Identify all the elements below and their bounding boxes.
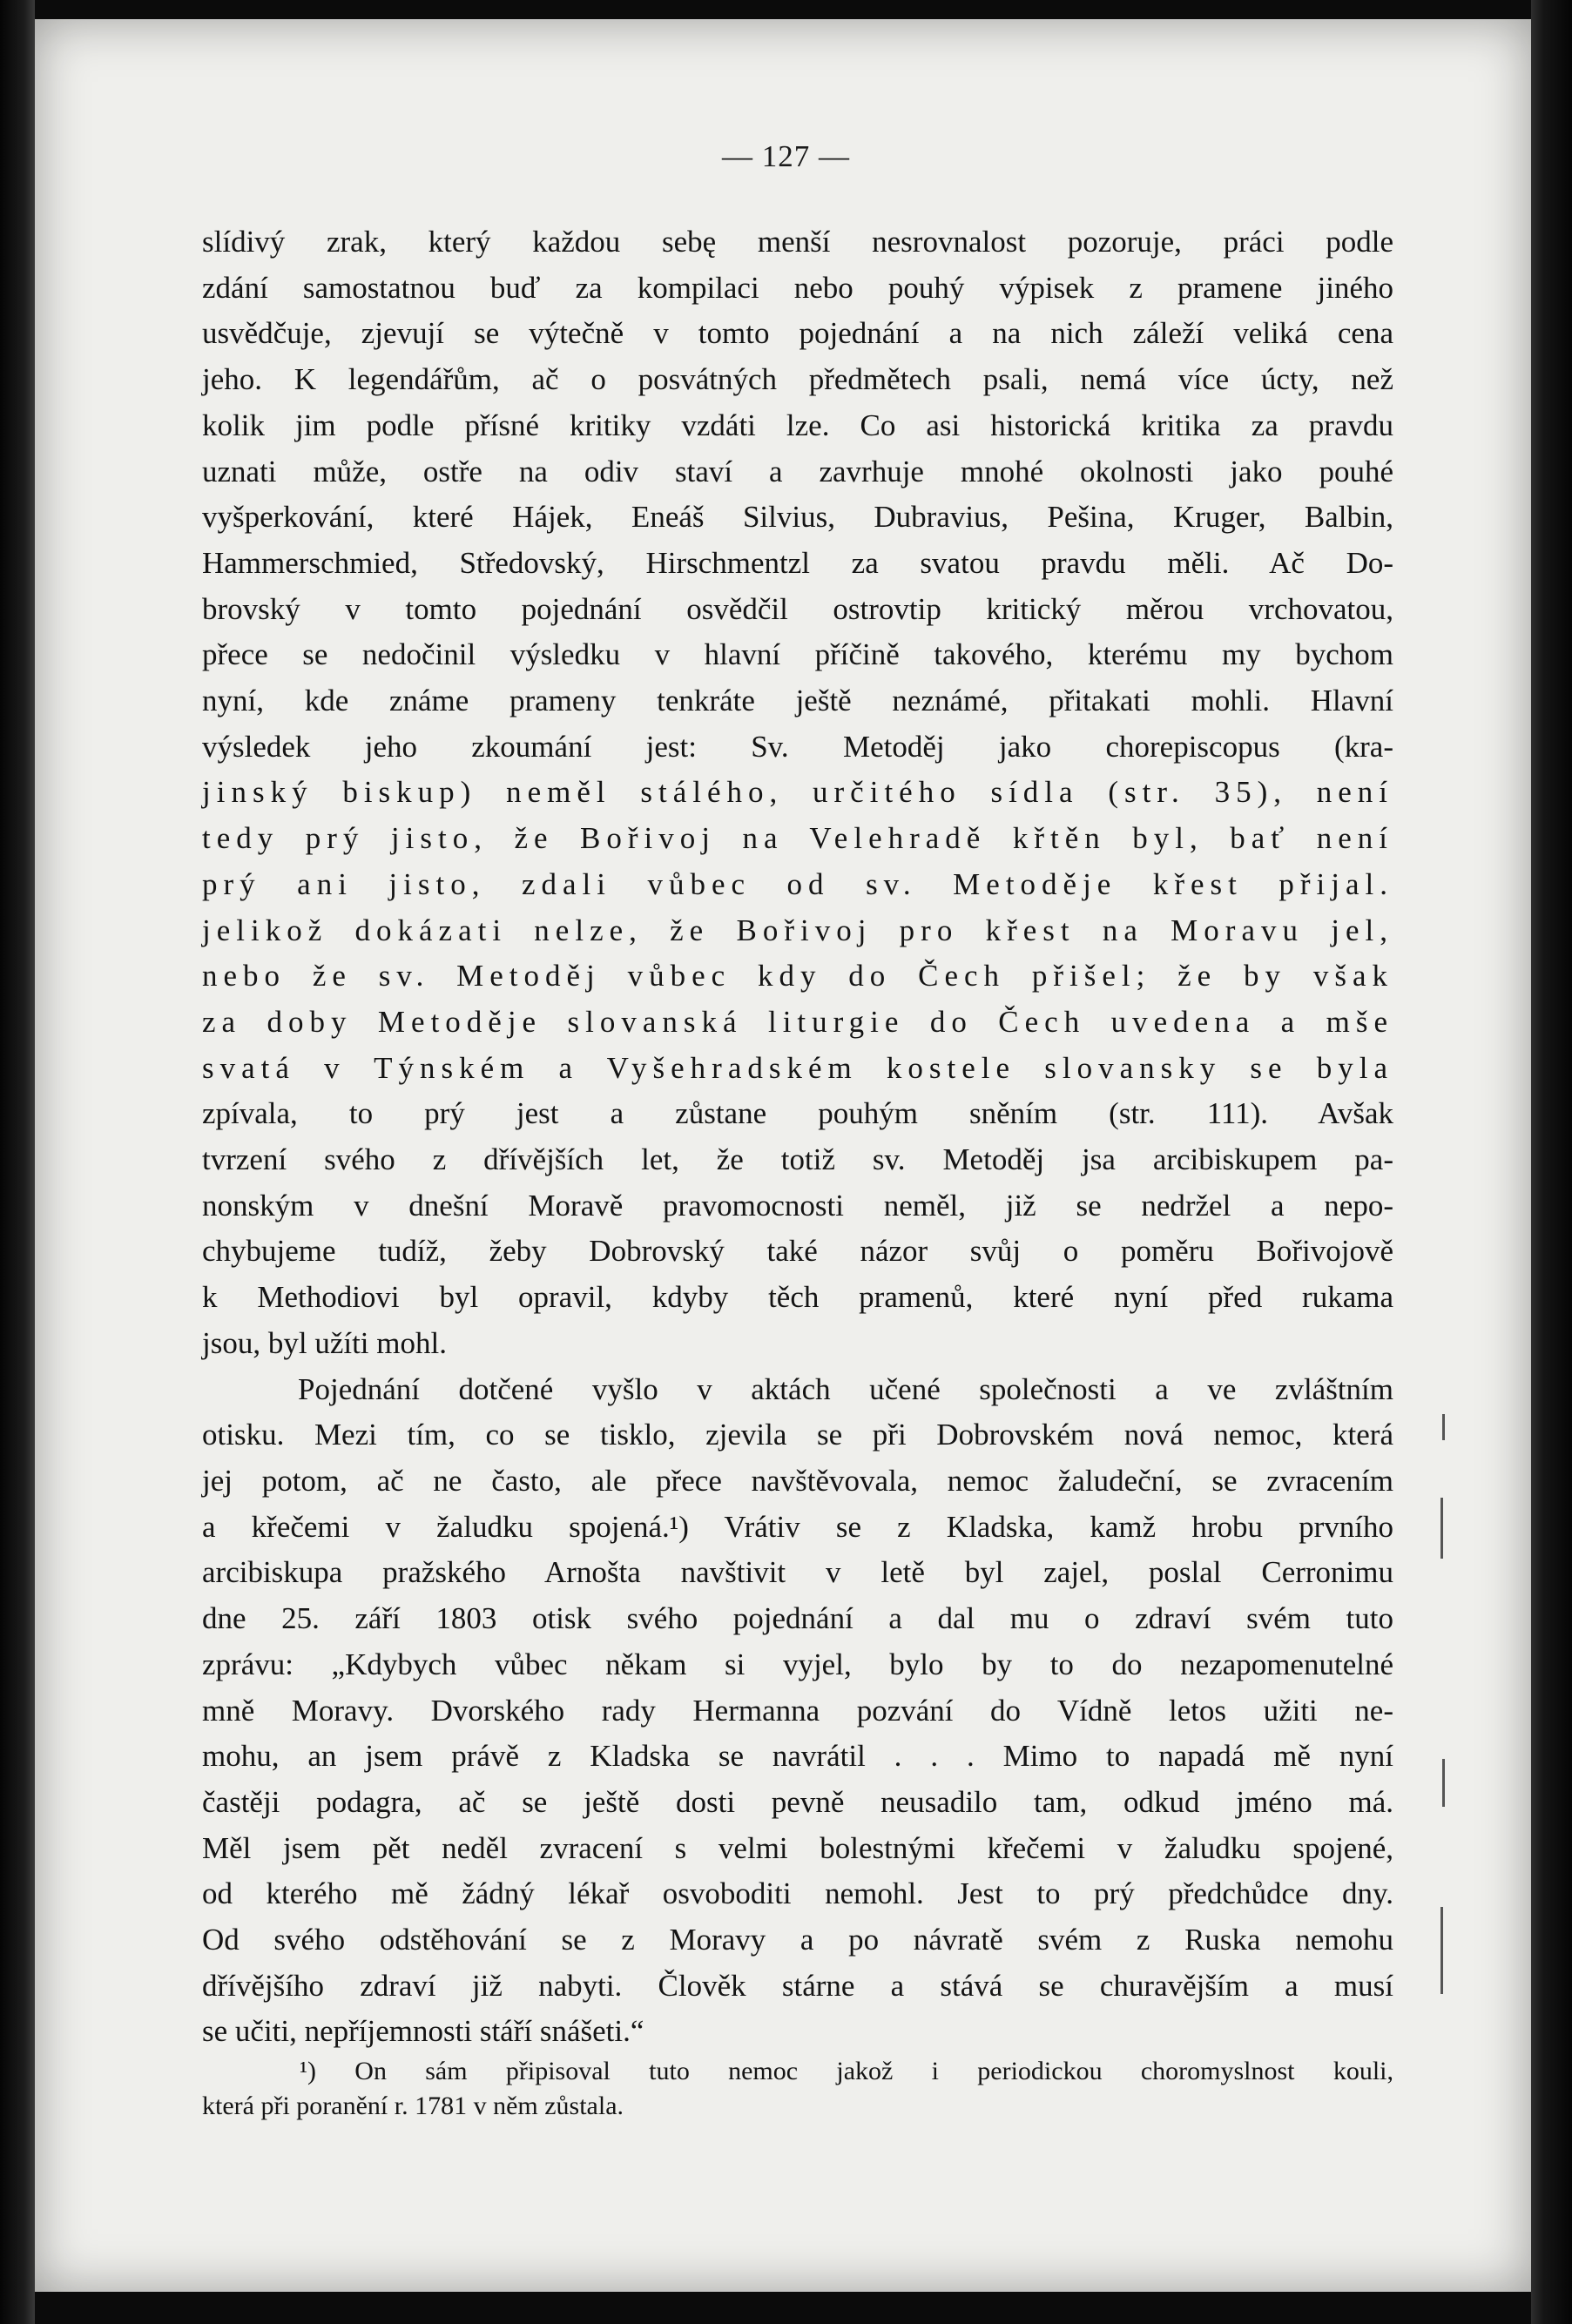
text-line: zprávu: „Kdybych vůbec někam si vyjel, bylo by to do nezapomenutelné — [202, 1647, 1393, 1681]
margin-mark — [1440, 1907, 1443, 1994]
text-line: nonským v dnešní Moravě pravomocnosti neměl, již se nedržel a nepo- — [202, 1188, 1393, 1223]
footnote-line: ¹) On sám připisoval tuto nemoc jakož i periodickou choromyslnost kouli, — [300, 2057, 1393, 2085]
text-line: slídivý zrak, který každou sebę menší nesrovnalost pozoruje, práci podle — [202, 225, 1393, 259]
text-line: svatá v Týnském a Vyšehradském kostele slovansky se byla — [202, 1050, 1393, 1085]
margin-mark — [1442, 1759, 1445, 1807]
text-line: otisku. Mezi tím, co se tisklo, zjevila se při Dobrovském nová nemoc, která — [202, 1418, 1393, 1452]
text-line: od kterého mě žádný lékař osvoboditi nemohl. Jest to prý předchůdce dny. — [202, 1876, 1393, 1911]
footnote — [202, 2054, 1393, 2124]
text-line: výsledek jeho zkoumání jest: Sv. Metoděj jako chorepiscopus (kra- — [202, 729, 1393, 764]
text-line: Pojednání dotčené vyšlo v aktách učené společnosti a ve zvláštním — [298, 1371, 1393, 1406]
text-line: tedy prý jisto, že Bořivoj na Velehradě křtěn byl, bať není — [202, 821, 1393, 856]
text-line: zdání samostatnou buď za kompilaci nebo pouhý výpisek z pramene jiného — [202, 270, 1393, 305]
text-line: přece se nedočinil výsledku v hlavní příčině takového, kterému my bychom — [202, 637, 1393, 672]
text-line: usvědčuje, zjevují se výtečně v tomto pojednání a na nich záleží veliká cena — [202, 316, 1393, 351]
text-line: jeho. K legendářům, ač o posvátných předmětech psali, nemá více úcty, než — [202, 362, 1393, 397]
text-line: mně Moravy. Dvorského rady Hermanna pozvání do Vídně letos užiti ne- — [202, 1693, 1393, 1728]
text-line: jsou, byl užíti mohl. — [202, 1325, 447, 1360]
margin-mark — [1440, 1498, 1443, 1559]
text-line: mohu, an jsem právě z Kladska se navrátil . . . Mimo to napadá mě nyní — [202, 1739, 1393, 1774]
text-line: dřívějšího zdraví již nabyti. Člověk stárne a stává se churavějším a musí — [202, 1968, 1393, 2003]
scan-edge-right — [1531, 0, 1572, 2324]
text-line: kolik jim podle přísné kritiky vzdáti lze. Co asi historická kritika za pravdu — [202, 408, 1393, 442]
text-line: prý ani jisto, zdali vůbec od sv. Metoděje křest přijal. — [202, 866, 1393, 901]
text-line: častěji podagra, ač se ještě dosti pevně neusadilo tam, odkud jméno má. — [202, 1784, 1393, 1819]
body-text — [202, 219, 1393, 2055]
text-line: za doby Metoděje slovanská liturgie do Čech uvedena a mše — [202, 1004, 1393, 1039]
text-line: chybujeme tudíž, žeby Dobrovský také názor svůj o poměru Bořivojově — [202, 1234, 1393, 1269]
text-line: uznati může, ostře na odiv staví a zavrhuje mnohé okolnosti jako pouhé — [202, 454, 1393, 488]
footnote-line: která při poranění r. 1781 v něm zůstala. — [202, 2092, 624, 2120]
text-line: jinský biskup) neměl stálého, určitého sídla (str. 35), není — [202, 775, 1393, 810]
text-line: brovský v tomto pojednání osvědčil ostrovtip kritický měrou vrchovatou, — [202, 591, 1393, 626]
text-line: a křečemi v žaludku spojená.¹) Vrátiv se z Kladska, kamž hrobu prvního — [202, 1509, 1393, 1544]
text-line: Hammerschmied, Středovský, Hirschmentzl za svatou pravdu měli. Ač Do- — [202, 545, 1393, 580]
text-line: jej potom, ač ne často, ale přece navštěvovala, nemoc žaludeční, se zvracením — [202, 1463, 1393, 1498]
text-line: tvrzení svého z dřívějších let, že totiž sv. Metoděj jsa arcibiskupem pa- — [202, 1142, 1393, 1177]
text-line: zpívala, to prý jest a zůstane pouhým sněním (str. 111). Avšak — [202, 1096, 1393, 1131]
text-line: Od svého odstěhování se z Moravy a po návratě svém z Ruska nemohu — [202, 1923, 1393, 1957]
text-line: se učiti, nepříjemnosti stáří snášeti.“ — [202, 2014, 644, 2049]
text-line: vyšperkování, které Hájek, Eneáš Silvius, Dubravius, Pešina, Kruger, Balbin, — [202, 500, 1393, 535]
text-line: Měl jsem pět neděl zvracení s velmi bolestnými křečemi v žaludku spojené, — [202, 1830, 1393, 1865]
text-line: jelikož dokázati nelze, že Bořivoj pro křest na Moravu jel, — [202, 913, 1393, 947]
text-line: dne 25. září 1803 otisk svého pojednání a dal mu o zdraví svém tuto — [202, 1601, 1393, 1636]
text-line: nyní, kde známe prameny tenkráte ještě neznámé, přitakati mohli. Hlavní — [202, 684, 1393, 718]
text-line: arcibiskupa pražského Arnošta navštivit v letě byl zajel, poslal Cerronimu — [202, 1555, 1393, 1590]
text-line: k Methodiovi byl opravil, kdyby těch pramenů, které nyní před rukama — [202, 1280, 1393, 1315]
page-number: — 127 — — [722, 139, 850, 173]
text-line: nebo že sv. Metoděj vůbec kdy do Čech přišel; že by však — [202, 959, 1393, 994]
scan-edge-left — [0, 0, 35, 2324]
margin-mark — [1442, 1414, 1445, 1440]
